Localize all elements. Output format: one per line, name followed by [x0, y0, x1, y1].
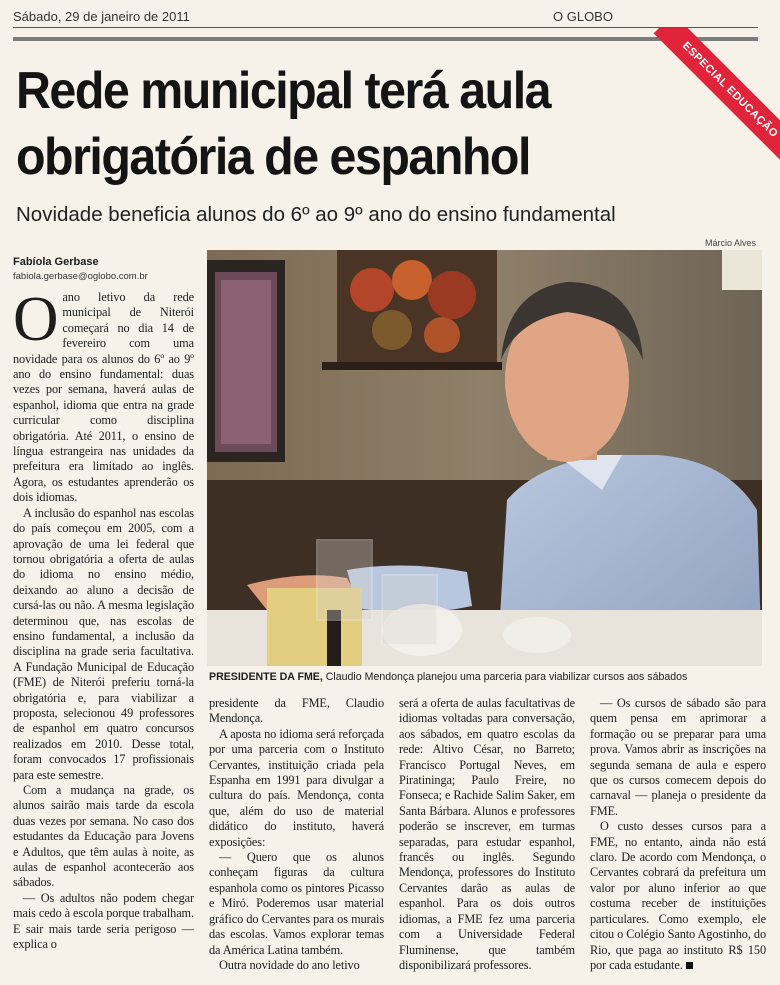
paragraph: Outra novidade do ano letivo — [219, 957, 360, 972]
headline-line-1: Rede municipal terá aula — [16, 62, 551, 120]
lead-paragraph — [13, 284, 194, 506]
subheadline: Novidade beneficia alunos do 6º ao 9º ano do ensino fundamental — [16, 203, 616, 226]
paragraph: A aposta no idioma será reforçada por uma parceria com o Instituto Cervantes, instituição criada pela Espanha em 1991 para divulgar a cultura do país. Mendonça, conta que, além do uso de material didático do instituto, haverá exposições: — [209, 726, 384, 849]
article-column-4 — [590, 696, 766, 973]
paragraph-text: ano letivo da rede municipal de Niterói começará no dia 14 de fevereiro com uma novidade para os alunos do 6º ao 9º ano do ensino fundamental: duas vezes por semana, haverá aulas de espanhol, idioma que entra na grade curricular como disciplina obrigatória. Até 2011, o ensino de língua estrangeira nas unidades da prefeitura era limitado ao inglês. Agora, os estudantes aprenderão os dois idiomas. — [13, 290, 194, 505]
edition-date: Sábado, 29 de janeiro de 2011 — [13, 9, 190, 24]
article-column-1 — [13, 284, 194, 952]
section-ribbon-label: ESPECIAL EDUCAÇÃO — [654, 28, 780, 166]
paragraph: — Os cursos de sábado são para quem pensa em aprimorar a formação ou se preparar para uma prova. Vamos abrir as inscrições na segunda semana de aula e espero que os cursos comecem depois do carnaval — planeja o presidente da FME. — [590, 696, 766, 818]
article-photo — [207, 250, 762, 666]
headline — [16, 58, 602, 190]
caption-lead: PRESIDENTE DA FME, — [209, 671, 323, 683]
paragraph: A inclusão do espanhol nas escolas do país começou em 2005, com a aprovação de uma lei federal que tornou obrigatória a oferta de aulas do idioma no ensino médio, deixando ao aluno a decisão de cursá-las ou não. A mesma legislação determinou que, nas escolas de ensino fundamental, a inclusão da disciplina na grade seria facultativa. A Fundação Municipal de Educação (FME) de Niterói preferiu torná-la obrigatória e, para viabilizar a proposta, selecionou 49 professores de espanhol em quatro concursos realizados em 2010. Desse total, foram convocados 17 profissionais para este semestre. — [13, 505, 194, 782]
end-mark-icon — [686, 962, 693, 969]
article-column-3 — [399, 696, 575, 973]
photo-caption — [209, 671, 769, 683]
caption-text: Claudio Mendonça planejou uma parceria para viabilizar cursos aos sábados — [325, 671, 688, 683]
paragraph: — Quero que os alunos conheçam figuras da cultura espanhola como os pintores Picasso e Miró. Poderemos usar material gráfico do Cervantes para os murais das escolas. Vamos explorar temas da América Latina também. — [209, 850, 384, 957]
headline-line-2: obrigatória de espanhol — [16, 128, 530, 186]
photo-credit: Márcio Alves — [705, 238, 757, 248]
drop-cap: O — [13, 284, 59, 354]
byline-email[interactable]: fabiola.gerbase@oglobo.com.br — [13, 271, 148, 282]
header-rule — [13, 27, 758, 28]
publication-name: O GLOBO — [553, 9, 613, 24]
section-ribbon — [652, 28, 780, 168]
paragraph-final — [590, 819, 766, 973]
header-bar — [13, 37, 758, 41]
paragraph: Com a mudança na grade, os alunos sairão mais tarde da escola duas vezes por semana. No caso dos estudantes da Educação para Jovens e Adultos, que têm aulas à noite, as aulas de espanhol acontecerão aos sábados. — [13, 783, 194, 890]
article-column-2 — [209, 696, 384, 973]
paragraph-text: O custo desses cursos para a FME, no entanto, ainda não está claro. De acordo com Mendonça, o Cervantes cobrará da prefeitura um valor por aluno inferior ao que costuma receber de instituições particulares. Como exemplo, ele citou o Colégio Santo Agostinho, do Rio, que paga ao instituto R$ 150 por cada estudante. — [590, 819, 766, 972]
paragraph: será a oferta de aulas facultativas de idiomas voltadas para conversação, aos sábados, em quatro escolas da rede: Altivo César, no Barreto; Francisco Portugal Neves, em Piratininga; Paulo Freire, no Fonseca; e Rachide Salim Saker, em Santa Bárbara. Alunos e professores poderão se inscrever, em turmas separadas, para estudar espanhol, francês ou inglês. Segundo Mendonça, professores do Instituto Cervantes darão as aulas de espanhol. Para os dois outros idiomas, a FME fez uma parceria com a Universidade Federal Fluminense, que também disponibilizará professores. — [399, 696, 575, 972]
byline-author: Fabíola Gerbase — [13, 256, 99, 268]
paragraph: presidente da FME, Claudio Mendonça. — [209, 696, 384, 726]
paragraph: — Os adultos não podem chegar mais cedo à escola porque trabalham. E sair mais tarde seria perigoso — explica o — [13, 890, 194, 952]
